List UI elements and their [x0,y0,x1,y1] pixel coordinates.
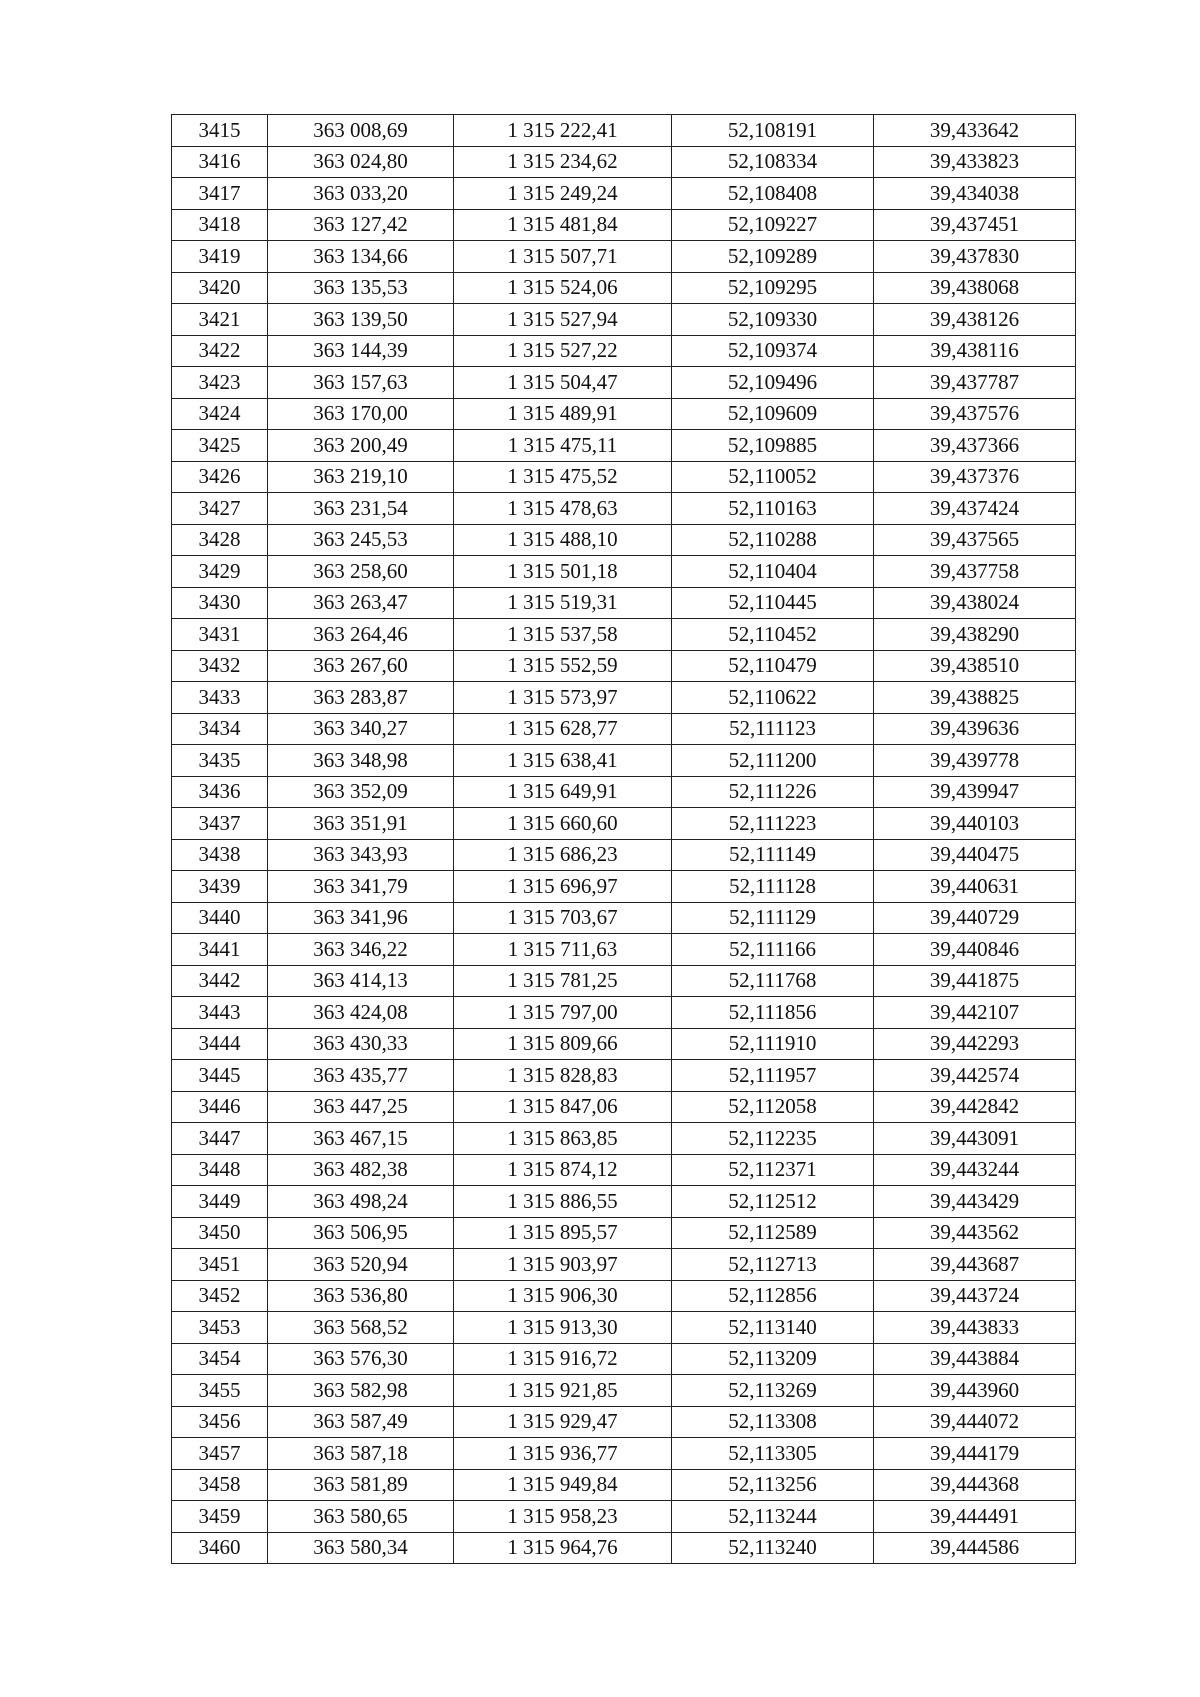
latitude-cell: 52,111123 [672,713,874,745]
longitude-cell: 39,442842 [874,1091,1076,1123]
x-coordinate-cell: 363 352,09 [268,776,454,808]
latitude-cell: 52,113209 [672,1343,874,1375]
x-coordinate-cell: 363 498,24 [268,1186,454,1218]
table-row [172,1406,1076,1438]
point-number-cell: 3456 [172,1406,268,1438]
x-coordinate-cell: 363 568,52 [268,1312,454,1344]
point-number-cell: 3417 [172,178,268,210]
y-coordinate-cell: 1 315 475,52 [454,461,672,493]
latitude-cell: 52,110288 [672,524,874,556]
y-coordinate-cell: 1 315 828,83 [454,1060,672,1092]
latitude-cell: 52,112058 [672,1091,874,1123]
latitude-cell: 52,109885 [672,430,874,462]
y-coordinate-cell: 1 315 874,12 [454,1154,672,1186]
longitude-cell: 39,443833 [874,1312,1076,1344]
x-coordinate-cell: 363 580,65 [268,1501,454,1533]
longitude-cell: 39,437366 [874,430,1076,462]
point-number-cell: 3447 [172,1123,268,1155]
y-coordinate-cell: 1 315 781,25 [454,965,672,997]
y-coordinate-cell: 1 315 921,85 [454,1375,672,1407]
y-coordinate-cell: 1 315 649,91 [454,776,672,808]
longitude-cell: 39,438290 [874,619,1076,651]
latitude-cell: 52,109227 [672,209,874,241]
point-number-cell: 3453 [172,1312,268,1344]
point-number-cell: 3426 [172,461,268,493]
table-row [172,146,1076,178]
longitude-cell: 39,440103 [874,808,1076,840]
point-number-cell: 3444 [172,1028,268,1060]
y-coordinate-cell: 1 315 895,57 [454,1217,672,1249]
latitude-cell: 52,111768 [672,965,874,997]
table-row [172,556,1076,588]
longitude-cell: 39,442107 [874,997,1076,1029]
point-number-cell: 3437 [172,808,268,840]
point-number-cell: 3428 [172,524,268,556]
point-number-cell: 3438 [172,839,268,871]
y-coordinate-cell: 1 315 249,24 [454,178,672,210]
table-row [172,304,1076,336]
y-coordinate-cell: 1 315 504,47 [454,367,672,399]
latitude-cell: 52,112235 [672,1123,874,1155]
latitude-cell: 52,109295 [672,272,874,304]
y-coordinate-cell: 1 315 638,41 [454,745,672,777]
y-coordinate-cell: 1 315 906,30 [454,1280,672,1312]
table-row [172,1532,1076,1564]
table-row [172,1438,1076,1470]
longitude-cell: 39,438510 [874,650,1076,682]
point-number-cell: 3419 [172,241,268,273]
y-coordinate-cell: 1 315 488,10 [454,524,672,556]
x-coordinate-cell: 363 576,30 [268,1343,454,1375]
table-row [172,1375,1076,1407]
y-coordinate-cell: 1 315 501,18 [454,556,672,588]
latitude-cell: 52,110052 [672,461,874,493]
x-coordinate-cell: 363 231,54 [268,493,454,525]
point-number-cell: 3435 [172,745,268,777]
table-row [172,1123,1076,1155]
longitude-cell: 39,437830 [874,241,1076,273]
latitude-cell: 52,112371 [672,1154,874,1186]
x-coordinate-cell: 363 424,08 [268,997,454,1029]
x-coordinate-cell: 363 144,39 [268,335,454,367]
y-coordinate-cell: 1 315 222,41 [454,115,672,147]
latitude-cell: 52,111149 [672,839,874,871]
table-row [172,619,1076,651]
table-row [172,1469,1076,1501]
longitude-cell: 39,440729 [874,902,1076,934]
table-row [172,115,1076,147]
point-number-cell: 3450 [172,1217,268,1249]
longitude-cell: 39,443429 [874,1186,1076,1218]
point-number-cell: 3445 [172,1060,268,1092]
longitude-cell: 39,443687 [874,1249,1076,1281]
longitude-cell: 39,441875 [874,965,1076,997]
longitude-cell: 39,439947 [874,776,1076,808]
latitude-cell: 52,111223 [672,808,874,840]
table-row [172,587,1076,619]
point-number-cell: 3455 [172,1375,268,1407]
table-row [172,1060,1076,1092]
x-coordinate-cell: 363 340,27 [268,713,454,745]
y-coordinate-cell: 1 315 913,30 [454,1312,672,1344]
longitude-cell: 39,443244 [874,1154,1076,1186]
point-number-cell: 3446 [172,1091,268,1123]
point-number-cell: 3451 [172,1249,268,1281]
y-coordinate-cell: 1 315 711,63 [454,934,672,966]
latitude-cell: 52,109330 [672,304,874,336]
y-coordinate-cell: 1 315 573,97 [454,682,672,714]
longitude-cell: 39,437424 [874,493,1076,525]
point-number-cell: 3415 [172,115,268,147]
point-number-cell: 3439 [172,871,268,903]
y-coordinate-cell: 1 315 809,66 [454,1028,672,1060]
point-number-cell: 3431 [172,619,268,651]
latitude-cell: 52,111200 [672,745,874,777]
table-row [172,493,1076,525]
point-number-cell: 3458 [172,1469,268,1501]
table-row [172,650,1076,682]
longitude-cell: 39,433823 [874,146,1076,178]
table-row [172,1217,1076,1249]
table-row [172,241,1076,273]
longitude-cell: 39,438116 [874,335,1076,367]
x-coordinate-cell: 363 581,89 [268,1469,454,1501]
point-number-cell: 3418 [172,209,268,241]
x-coordinate-cell: 363 135,53 [268,272,454,304]
x-coordinate-cell: 363 430,33 [268,1028,454,1060]
latitude-cell: 52,113308 [672,1406,874,1438]
x-coordinate-cell: 363 536,80 [268,1280,454,1312]
x-coordinate-cell: 363 008,69 [268,115,454,147]
x-coordinate-cell: 363 346,22 [268,934,454,966]
table-row [172,1154,1076,1186]
y-coordinate-cell: 1 315 234,62 [454,146,672,178]
y-coordinate-cell: 1 315 686,23 [454,839,672,871]
x-coordinate-cell: 363 482,38 [268,1154,454,1186]
longitude-cell: 39,443884 [874,1343,1076,1375]
x-coordinate-cell: 363 351,91 [268,808,454,840]
x-coordinate-cell: 363 348,98 [268,745,454,777]
point-number-cell: 3432 [172,650,268,682]
y-coordinate-cell: 1 315 847,06 [454,1091,672,1123]
point-number-cell: 3427 [172,493,268,525]
longitude-cell: 39,437565 [874,524,1076,556]
longitude-cell: 39,434038 [874,178,1076,210]
y-coordinate-cell: 1 315 519,31 [454,587,672,619]
table-row [172,272,1076,304]
latitude-cell: 52,112856 [672,1280,874,1312]
y-coordinate-cell: 1 315 660,60 [454,808,672,840]
latitude-cell: 52,112713 [672,1249,874,1281]
longitude-cell: 39,442293 [874,1028,1076,1060]
longitude-cell: 39,433642 [874,115,1076,147]
y-coordinate-cell: 1 315 507,71 [454,241,672,273]
latitude-cell: 52,111226 [672,776,874,808]
latitude-cell: 52,112512 [672,1186,874,1218]
x-coordinate-cell: 363 587,49 [268,1406,454,1438]
longitude-cell: 39,443960 [874,1375,1076,1407]
table-row [172,1249,1076,1281]
table-row [172,1312,1076,1344]
x-coordinate-cell: 363 447,25 [268,1091,454,1123]
latitude-cell: 52,111128 [672,871,874,903]
point-number-cell: 3429 [172,556,268,588]
longitude-cell: 39,437376 [874,461,1076,493]
y-coordinate-cell: 1 315 696,97 [454,871,672,903]
table-row [172,965,1076,997]
longitude-cell: 39,444179 [874,1438,1076,1470]
y-coordinate-cell: 1 315 537,58 [454,619,672,651]
y-coordinate-cell: 1 315 524,06 [454,272,672,304]
x-coordinate-cell: 363 506,95 [268,1217,454,1249]
longitude-cell: 39,438068 [874,272,1076,304]
x-coordinate-cell: 363 127,42 [268,209,454,241]
x-coordinate-cell: 363 341,79 [268,871,454,903]
x-coordinate-cell: 363 267,60 [268,650,454,682]
table-row [172,682,1076,714]
y-coordinate-cell: 1 315 478,63 [454,493,672,525]
y-coordinate-cell: 1 315 552,59 [454,650,672,682]
latitude-cell: 52,109289 [672,241,874,273]
table-row [172,367,1076,399]
latitude-cell: 52,108191 [672,115,874,147]
latitude-cell: 52,110452 [672,619,874,651]
x-coordinate-cell: 363 024,80 [268,146,454,178]
longitude-cell: 39,444491 [874,1501,1076,1533]
longitude-cell: 39,437576 [874,398,1076,430]
y-coordinate-cell: 1 315 886,55 [454,1186,672,1218]
table-row [172,178,1076,210]
point-number-cell: 3434 [172,713,268,745]
latitude-cell: 52,111129 [672,902,874,934]
coordinates-table [171,114,1076,1564]
x-coordinate-cell: 363 219,10 [268,461,454,493]
x-coordinate-cell: 363 580,34 [268,1532,454,1564]
latitude-cell: 52,109496 [672,367,874,399]
x-coordinate-cell: 363 582,98 [268,1375,454,1407]
x-coordinate-cell: 363 245,53 [268,524,454,556]
x-coordinate-cell: 363 157,63 [268,367,454,399]
latitude-cell: 52,111910 [672,1028,874,1060]
latitude-cell: 52,113269 [672,1375,874,1407]
latitude-cell: 52,111957 [672,1060,874,1092]
table-row [172,1186,1076,1218]
y-coordinate-cell: 1 315 628,77 [454,713,672,745]
x-coordinate-cell: 363 033,20 [268,178,454,210]
y-coordinate-cell: 1 315 916,72 [454,1343,672,1375]
point-number-cell: 3421 [172,304,268,336]
table-row [172,1280,1076,1312]
point-number-cell: 3425 [172,430,268,462]
x-coordinate-cell: 363 264,46 [268,619,454,651]
latitude-cell: 52,111166 [672,934,874,966]
table-row [172,1091,1076,1123]
longitude-cell: 39,444368 [874,1469,1076,1501]
x-coordinate-cell: 363 139,50 [268,304,454,336]
y-coordinate-cell: 1 315 949,84 [454,1469,672,1501]
point-number-cell: 3452 [172,1280,268,1312]
latitude-cell: 52,113240 [672,1532,874,1564]
latitude-cell: 52,113256 [672,1469,874,1501]
y-coordinate-cell: 1 315 958,23 [454,1501,672,1533]
longitude-cell: 39,440631 [874,871,1076,903]
point-number-cell: 3430 [172,587,268,619]
latitude-cell: 52,113305 [672,1438,874,1470]
table-row [172,1501,1076,1533]
table-row [172,839,1076,871]
y-coordinate-cell: 1 315 964,76 [454,1532,672,1564]
point-number-cell: 3443 [172,997,268,1029]
point-number-cell: 3442 [172,965,268,997]
longitude-cell: 39,444072 [874,1406,1076,1438]
table-row [172,1343,1076,1375]
longitude-cell: 39,437451 [874,209,1076,241]
y-coordinate-cell: 1 315 703,67 [454,902,672,934]
longitude-cell: 39,444586 [874,1532,1076,1564]
y-coordinate-cell: 1 315 797,00 [454,997,672,1029]
x-coordinate-cell: 363 343,93 [268,839,454,871]
point-number-cell: 3448 [172,1154,268,1186]
table-row [172,430,1076,462]
y-coordinate-cell: 1 315 489,91 [454,398,672,430]
y-coordinate-cell: 1 315 527,22 [454,335,672,367]
longitude-cell: 39,439778 [874,745,1076,777]
longitude-cell: 39,438024 [874,587,1076,619]
point-number-cell: 3459 [172,1501,268,1533]
point-number-cell: 3433 [172,682,268,714]
point-number-cell: 3423 [172,367,268,399]
longitude-cell: 39,439636 [874,713,1076,745]
longitude-cell: 39,438126 [874,304,1076,336]
latitude-cell: 52,112589 [672,1217,874,1249]
x-coordinate-cell: 363 467,15 [268,1123,454,1155]
point-number-cell: 3449 [172,1186,268,1218]
x-coordinate-cell: 363 170,00 [268,398,454,430]
table-row [172,209,1076,241]
table-row [172,398,1076,430]
longitude-cell: 39,443562 [874,1217,1076,1249]
table-row [172,1028,1076,1060]
latitude-cell: 52,110163 [672,493,874,525]
y-coordinate-cell: 1 315 863,85 [454,1123,672,1155]
y-coordinate-cell: 1 315 903,97 [454,1249,672,1281]
x-coordinate-cell: 363 200,49 [268,430,454,462]
latitude-cell: 52,109609 [672,398,874,430]
latitude-cell: 52,110479 [672,650,874,682]
x-coordinate-cell: 363 283,87 [268,682,454,714]
x-coordinate-cell: 363 587,18 [268,1438,454,1470]
latitude-cell: 52,110404 [672,556,874,588]
point-number-cell: 3454 [172,1343,268,1375]
latitude-cell: 52,110445 [672,587,874,619]
longitude-cell: 39,440846 [874,934,1076,966]
y-coordinate-cell: 1 315 475,11 [454,430,672,462]
longitude-cell: 39,443091 [874,1123,1076,1155]
coordinates-table-body [172,115,1076,1564]
y-coordinate-cell: 1 315 936,77 [454,1438,672,1470]
table-row [172,902,1076,934]
y-coordinate-cell: 1 315 481,84 [454,209,672,241]
longitude-cell: 39,437758 [874,556,1076,588]
latitude-cell: 52,108408 [672,178,874,210]
longitude-cell: 39,440475 [874,839,1076,871]
table-row [172,524,1076,556]
point-number-cell: 3436 [172,776,268,808]
latitude-cell: 52,111856 [672,997,874,1029]
x-coordinate-cell: 363 341,96 [268,902,454,934]
latitude-cell: 52,108334 [672,146,874,178]
longitude-cell: 39,442574 [874,1060,1076,1092]
latitude-cell: 52,109374 [672,335,874,367]
latitude-cell: 52,113140 [672,1312,874,1344]
longitude-cell: 39,438825 [874,682,1076,714]
table-row [172,871,1076,903]
table-row [172,713,1076,745]
latitude-cell: 52,110622 [672,682,874,714]
x-coordinate-cell: 363 435,77 [268,1060,454,1092]
table-row [172,934,1076,966]
point-number-cell: 3440 [172,902,268,934]
table-row [172,808,1076,840]
point-number-cell: 3460 [172,1532,268,1564]
table-row [172,335,1076,367]
table-row [172,997,1076,1029]
latitude-cell: 52,113244 [672,1501,874,1533]
longitude-cell: 39,437787 [874,367,1076,399]
point-number-cell: 3420 [172,272,268,304]
x-coordinate-cell: 363 263,47 [268,587,454,619]
point-number-cell: 3424 [172,398,268,430]
table-row [172,745,1076,777]
point-number-cell: 3422 [172,335,268,367]
y-coordinate-cell: 1 315 929,47 [454,1406,672,1438]
table-row [172,776,1076,808]
x-coordinate-cell: 363 520,94 [268,1249,454,1281]
longitude-cell: 39,443724 [874,1280,1076,1312]
x-coordinate-cell: 363 258,60 [268,556,454,588]
x-coordinate-cell: 363 134,66 [268,241,454,273]
point-number-cell: 3416 [172,146,268,178]
y-coordinate-cell: 1 315 527,94 [454,304,672,336]
point-number-cell: 3457 [172,1438,268,1470]
table-row [172,461,1076,493]
x-coordinate-cell: 363 414,13 [268,965,454,997]
point-number-cell: 3441 [172,934,268,966]
